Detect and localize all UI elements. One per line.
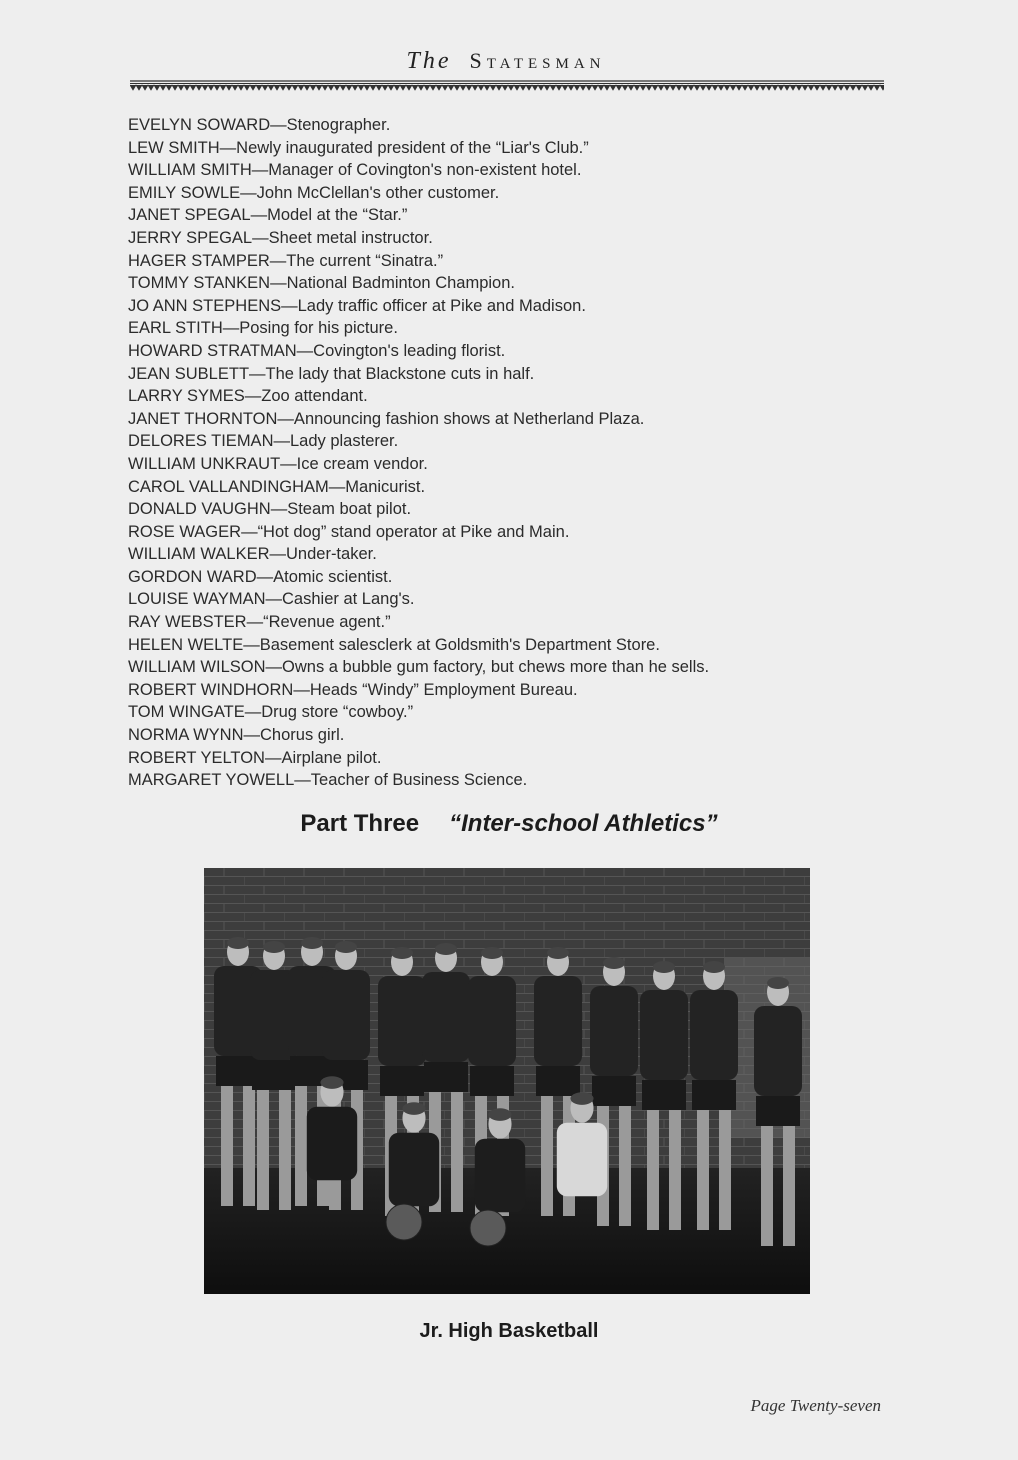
basketball xyxy=(386,1204,422,1240)
prophecy-entry: EMILY SOWLE—John McClellan's other customer. xyxy=(128,183,500,202)
prophecy-entry: DONALD VAUGHN—Steam boat pilot. xyxy=(128,500,412,519)
prophecy-entry: EARL STITH—Posing for his picture. xyxy=(128,319,398,338)
prophecy-entry: DELORES TIEMAN—Lady plasterer. xyxy=(128,432,399,451)
prophecy-entry: NORMA WYNN—Chorus girl. xyxy=(128,726,345,745)
prophecy-entry: WILLIAM UNKRAUT—Ice cream vendor. xyxy=(128,454,428,473)
prophecy-entry: HOWARD STRATMAN—Covington's leading florist. xyxy=(128,341,506,360)
prophecy-entry: HAGER STAMPER—The current “Sinatra.” xyxy=(128,251,444,270)
team-photo xyxy=(204,868,810,1294)
prophecy-entry: ROBERT WINDHORN—Heads “Windy” Employment Bureau. xyxy=(128,680,578,699)
prophecy-entry: EVELYN SOWARD—Stenographer. xyxy=(128,116,391,134)
prophecy-entry: TOM WINGATE—Drug store “cowboy.” xyxy=(128,703,414,722)
prophecy-entry: LOUISE WAYMAN—Cashier at Lang's. xyxy=(128,590,415,609)
prophecy-entry: JO ANN STEPHENS—Lady traffic officer at Pike and Madison. xyxy=(128,296,586,315)
section-title: “Inter-school Athletics” xyxy=(449,810,718,837)
prophecy-entry: MARGARET YOWELL—Teacher of Business Science. xyxy=(128,771,528,790)
header-article: The xyxy=(406,48,452,74)
prophecy-entry: CAROL VALLANDINGHAM—Manicurist. xyxy=(128,477,426,496)
header-rule xyxy=(130,80,884,92)
prophecy-entry: LARRY SYMES—Zoo attendant. xyxy=(128,387,368,406)
prophecy-entry: WILLIAM SMITH—Manager of Covington's non-existent hotel. xyxy=(128,161,582,180)
section-part: Part Three xyxy=(300,810,420,837)
page-number: Page Twenty-seven xyxy=(750,1396,881,1415)
prophecy-entry: WILLIAM WALKER—Under-taker. xyxy=(128,545,377,564)
prophecy-entry: TOMMY STANKEN—National Badminton Champion. xyxy=(128,274,515,293)
prophecy-entry: JANET THORNTON—Announcing fashion shows at Netherland Plaza. xyxy=(128,409,645,428)
prophecy-entry: JANET SPEGAL—Model at the “Star.” xyxy=(128,206,408,225)
prophecy-entry: ROBERT YELTON—Airplane pilot. xyxy=(128,748,382,767)
prophecy-entry: LEW SMITH—Newly inaugurated president of the “Liar's Club.” xyxy=(128,138,589,157)
section-heading xyxy=(0,810,1018,838)
prophecy-entry: RAY WEBSTER—“Revenue agent.” xyxy=(128,613,391,632)
prophecy-entry: ROSE WAGER—“Hot dog” stand operator at Pike and Main. xyxy=(128,522,570,541)
basketball xyxy=(470,1210,506,1246)
prophecy-entry: GORDON WARD—Atomic scientist. xyxy=(128,567,393,586)
prophecy-entry: JEAN SUBLETT—The lady that Blackstone cuts in half. xyxy=(128,364,535,383)
prophecy-entry: WILLIAM WILSON—Owns a bubble gum factory, but chews more than he sells. xyxy=(128,658,710,677)
prophecy-list xyxy=(128,114,848,792)
photo-caption: Jr. High Basketball xyxy=(419,1320,599,1342)
prophecy-entry: HELEN WELTE—Basement salesclerk at Goldsmith's Department Store. xyxy=(128,635,660,654)
page-header xyxy=(128,48,884,75)
prophecy-entry: JERRY SPEGAL—Sheet metal instructor. xyxy=(128,228,433,247)
header-title: Statesman xyxy=(469,48,606,73)
